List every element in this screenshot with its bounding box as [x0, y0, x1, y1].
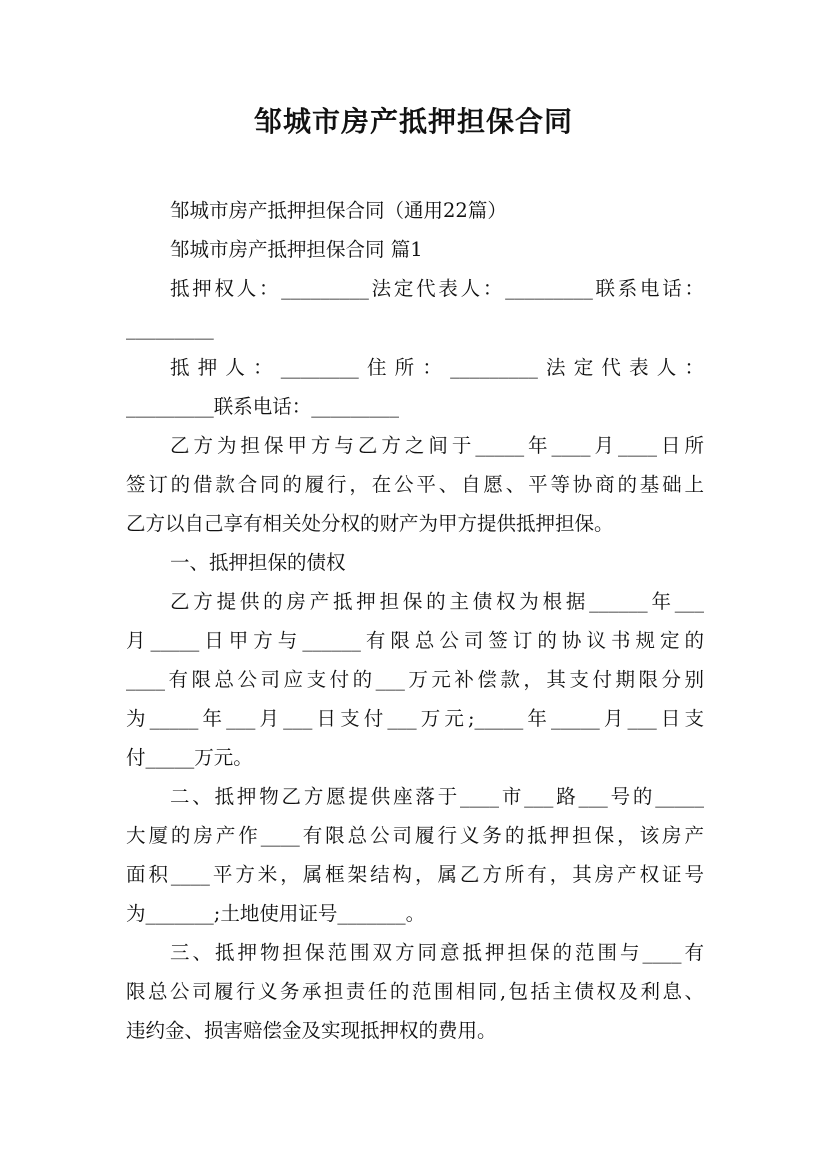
subtitle-line: 邹城市房产抵押担保合同（通用22篇） [170, 199, 507, 222]
paragraph-line: 三、抵押物担保范围双方同意抵押担保的范围与____有 [170, 941, 704, 964]
paragraph-line: 限总公司履行义务承担责任的范围相同,包括主债权及利息、 [126, 980, 704, 1003]
paragraph-line: 抵押权人：_________法定代表人：_________联系电话： [170, 277, 704, 300]
paragraph-line: 乙方提供的房产抵押担保的主债权为根据______年___ [170, 590, 704, 613]
section-heading: 邹城市房产抵押担保合同 篇1 [170, 238, 423, 261]
paragraph-line: 违约金、损害赔偿金及实现抵押权的费用。 [126, 1019, 497, 1042]
paragraph-line: _________联系电话：_________ [126, 395, 400, 418]
paragraph-line: 签订的借款合同的履行，在公平、自愿、平等协商的基础上 [126, 473, 704, 496]
paragraph-line: 大厦的房产作____有限总公司履行义务的抵押担保，该房产 [126, 824, 704, 847]
paragraph-line: ____有限总公司应支付的___万元补偿款，其支付期限分别 [126, 668, 704, 691]
paragraph-line: 为_____年___月___日支付___万元;_____年_____月___日支 [126, 707, 704, 730]
paragraph-line: 付_____万元。 [126, 746, 253, 769]
paragraph-line: 为_______;土地使用证号_______。 [126, 902, 426, 925]
document-title: 邹城市房产抵押担保合同 [253, 105, 573, 138]
paragraph-line: 二、抵押物乙方愿提供座落于____市___路___号的_____ [170, 785, 704, 808]
paragraph-line: 面积____平方米，属框架结构，属乙方所有，其房产权证号 [126, 863, 704, 886]
paragraph-line: 乙方以自己享有相关处分权的财产为甲方提供抵押担保。 [126, 512, 614, 535]
paragraph-line: 月_____日甲方与______有限总公司签订的协议书规定的 [126, 629, 704, 652]
paragraph-line: 抵押人：________住所：_________法定代表人： [170, 356, 704, 379]
section-heading: 一、抵押担保的债权 [170, 551, 346, 574]
paragraph-line: 乙方为担保甲方与乙方之间于_____年____月____日所 [170, 434, 704, 457]
paragraph-line: _________ [126, 317, 214, 340]
